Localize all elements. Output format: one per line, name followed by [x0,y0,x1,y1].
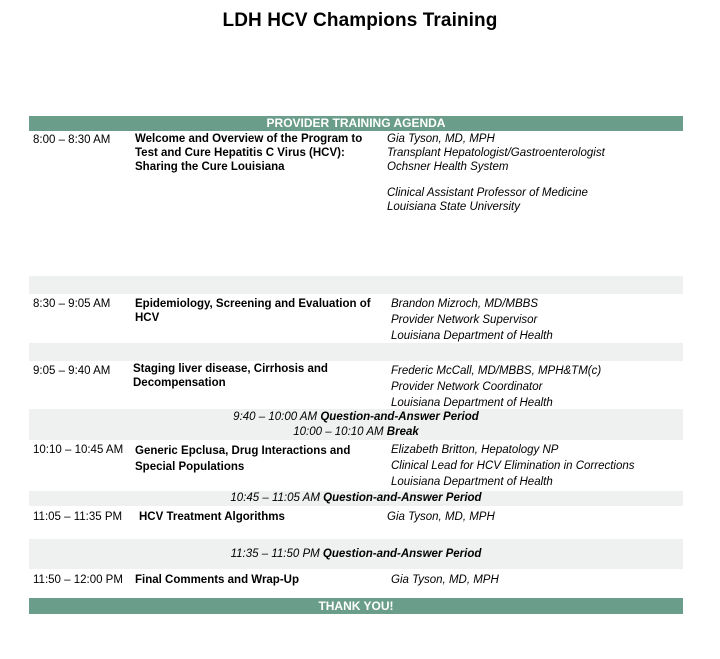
speaker-line: Gia Tyson, MD, MPH [391,574,499,586]
break-time: 10:45 – 11:05 AM [230,492,320,504]
row-spacer [29,539,683,546]
speaker-line: Elizabeth Britton, Hepatology NP [391,444,559,456]
session-speaker [391,296,553,344]
session-time: 9:05 – 9:40 AM [33,365,111,377]
speaker-line: Frederic McCall, MD/MBBS, MPH&TM(c) [391,365,602,377]
speaker-line: Provider Network Supervisor [391,314,538,326]
break-line [29,491,683,506]
session-topic: Final Comments and Wrap-Up [135,574,299,586]
agenda-row [29,569,683,594]
session-topic: Staging liver disease, Cirrhosis and Decompensation [133,363,328,389]
speaker-line: Brandon Mizroch, MD/MBBS [391,298,538,310]
session-time: 11:05 – 11:35 PM [33,511,123,523]
session-speaker [387,132,605,214]
row-spacer [29,276,683,294]
session-time: 10:10 – 10:45 AM [33,444,124,456]
session-time: 8:30 – 9:05 AM [33,298,111,310]
break-label: Break [386,426,419,438]
break-label: Question-and-Answer Period [323,492,482,504]
break-time: 10:00 – 10:10 AM [293,426,384,438]
speaker-line: Louisiana Department of Health [391,397,553,409]
page-title: LDH HCV Champions Training [222,10,498,31]
session-speaker [391,573,499,587]
break-line [29,425,683,440]
session-speaker [391,363,601,411]
session-topic: Generic Epclusa, Drug Interactions and Special Populations [135,445,351,473]
speaker-line: Louisiana Department of Health [391,476,553,488]
row-spacer [29,343,683,361]
agenda-table [29,116,683,614]
speaker-line: Gia Tyson, MD, MPH [387,133,495,145]
session-time: 8:00 – 8:30 AM [33,134,111,146]
break-time: 9:40 – 10:00 AM [233,411,318,423]
row-spacer [29,562,683,569]
session-topic: Welcome and Overview of the Program to Test and Cure Hepatitis C Virus (HCV): Sharing the Cure Louisiana [135,133,363,173]
session-time: 11:50 – 12:00 PM [33,574,123,586]
session-topic: HCV Treatment Algorithms [139,511,285,523]
session-speaker [391,442,635,490]
speaker-line: Clinical Assistant Professor of Medicine [387,187,588,199]
speaker-line [387,174,605,186]
agenda-footer-bar: THANK YOU! [29,598,683,614]
agenda-header-bar: PROVIDER TRAINING AGENDA [29,116,683,131]
break-line [29,409,683,425]
speaker-line: Clinical Lead for HCV Elimination in Corrections [391,460,635,472]
speaker-line: Gia Tyson, MD, MPH [387,511,495,523]
speaker-line: Louisiana Department of Health [391,330,553,342]
session-topic: Epidemiology, Screening and Evaluation of HCV [135,298,371,324]
break-label: Question-and-Answer Period [320,411,479,423]
agenda-row [29,361,683,409]
break-line [29,546,683,562]
agenda-row [29,131,683,276]
break-time: 11:35 – 11:50 PM [230,548,320,560]
break-label: Question-and-Answer Period [322,548,482,560]
agenda-row [29,294,683,343]
session-speaker [387,510,495,524]
agenda-row [29,506,683,539]
speaker-line: Louisiana State University [387,201,520,213]
speaker-line: Ochsner Health System [387,161,509,173]
agenda-row [29,440,683,491]
speaker-line: Provider Network Coordinator [391,381,543,393]
speaker-line: Transplant Hepatologist/Gastroenterologist [387,147,605,159]
